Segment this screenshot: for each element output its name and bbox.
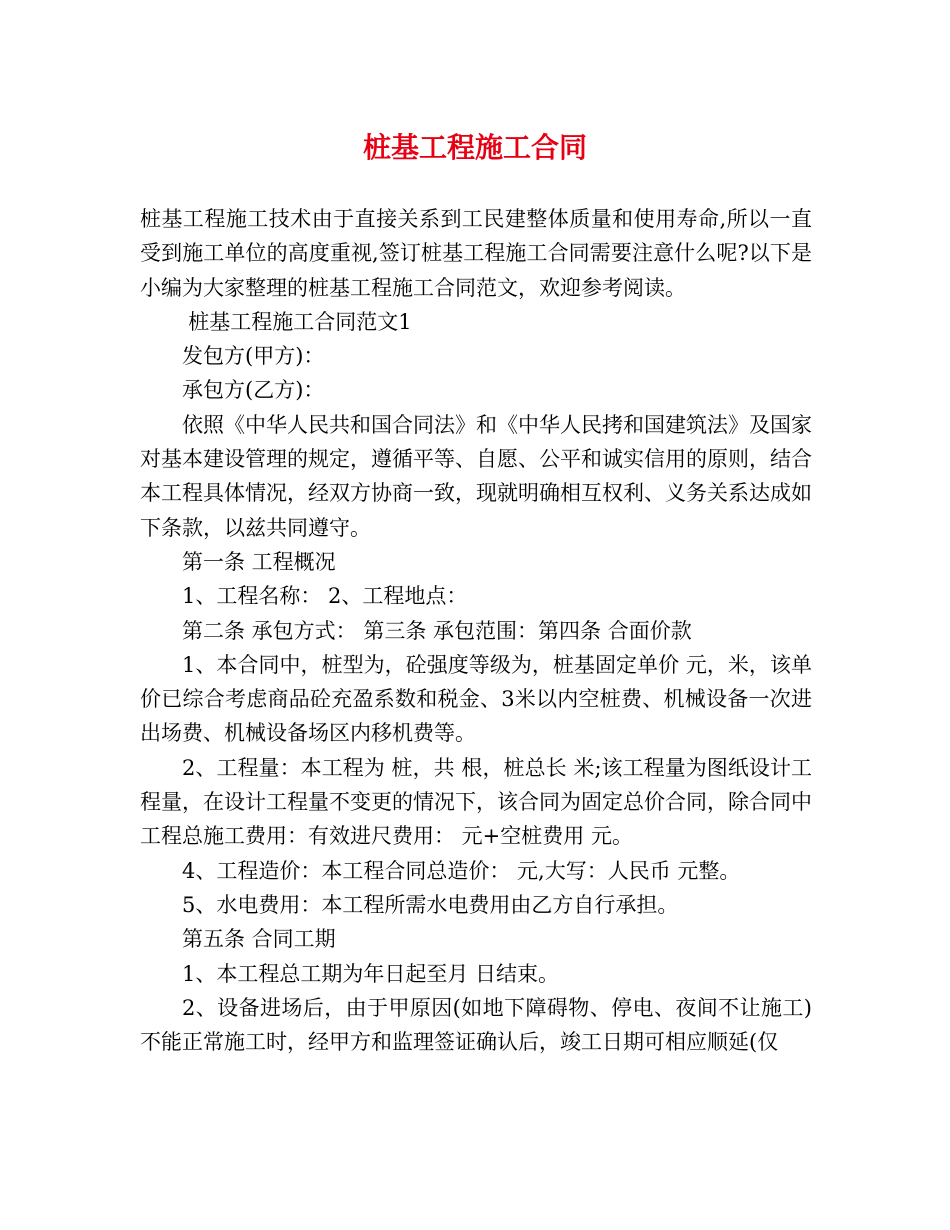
quantity-clause-2: 2、工程量：本工程为 桩，共 根，桩总长 米;该工程量为图纸设计工程量，在设计工程量不变更的情况下，该合同为固定总价合同，除合同中工程总施工费用：有效进尺费用： 元+空桩费用 元。: [140, 755, 812, 849]
utility-clause-5: 5、水电费用：本工程所需水电费用由乙方自行承担。: [182, 892, 679, 917]
duration-clause-1: 1、本工程总工期为年日起至月 日结束。: [182, 961, 560, 986]
price-clause-1: 1、本合同中，桩型为，砼强度等级为，桩基固定单价 元，米，该单价已综合考虑商品砼充盈系数和税金、3米以内空桩费、机械设备一次进出场费、机械设备场区内移机费等。: [140, 652, 812, 746]
party-b-line: 承包方(乙方)：: [182, 378, 325, 403]
article-5-heading: 第五条 合同工期: [182, 927, 336, 952]
party-a-line: 发包方(甲方)：: [182, 344, 325, 369]
sample-heading: 桩基工程施工合同范文1: [188, 309, 412, 334]
cost-clause-4: 4、工程造价：本工程合同总造价： 元,大写：人民币 元整。: [182, 858, 741, 883]
document-body: [140, 202, 812, 1059]
articles-2-4-line: 第二条 承包方式： 第三条 承包范围：第四条 合面价款: [182, 618, 692, 643]
document-title: 桩基工程施工合同: [362, 131, 587, 164]
article-1-heading: 第一条 工程概况: [182, 549, 336, 574]
project-name-location-line: 1、工程名称： 2、工程地点：: [182, 584, 468, 609]
delay-clause-2: 2、设备进场后，由于甲原因(如地下障碍物、停电、夜间不让施工)不能正常施工时，经甲方和监理签证确认后，竣工日期可相应顺延(仅: [140, 995, 812, 1055]
legal-basis-paragraph: 依照《中华人民共和国合同法》和《中华人民拷和国建筑法》及国家对基本建设管理的规定，遵循平等、自愿、公平和诚实信用的原则，结合本工程具体情况，经双方协商一致，现就明确相互权利、义务关系达成如下条款，以兹共同遵守。: [140, 412, 812, 540]
intro-paragraph: 桩基工程施工技术由于直接关系到工民建整体质量和使用寿命,所以一直受到施工单位的高度重视,签订桩基工程施工合同需要注意什么呢?以下是小编为大家整理的桩基工程施工合同范文，欢迎参考阅读。: [140, 207, 812, 300]
